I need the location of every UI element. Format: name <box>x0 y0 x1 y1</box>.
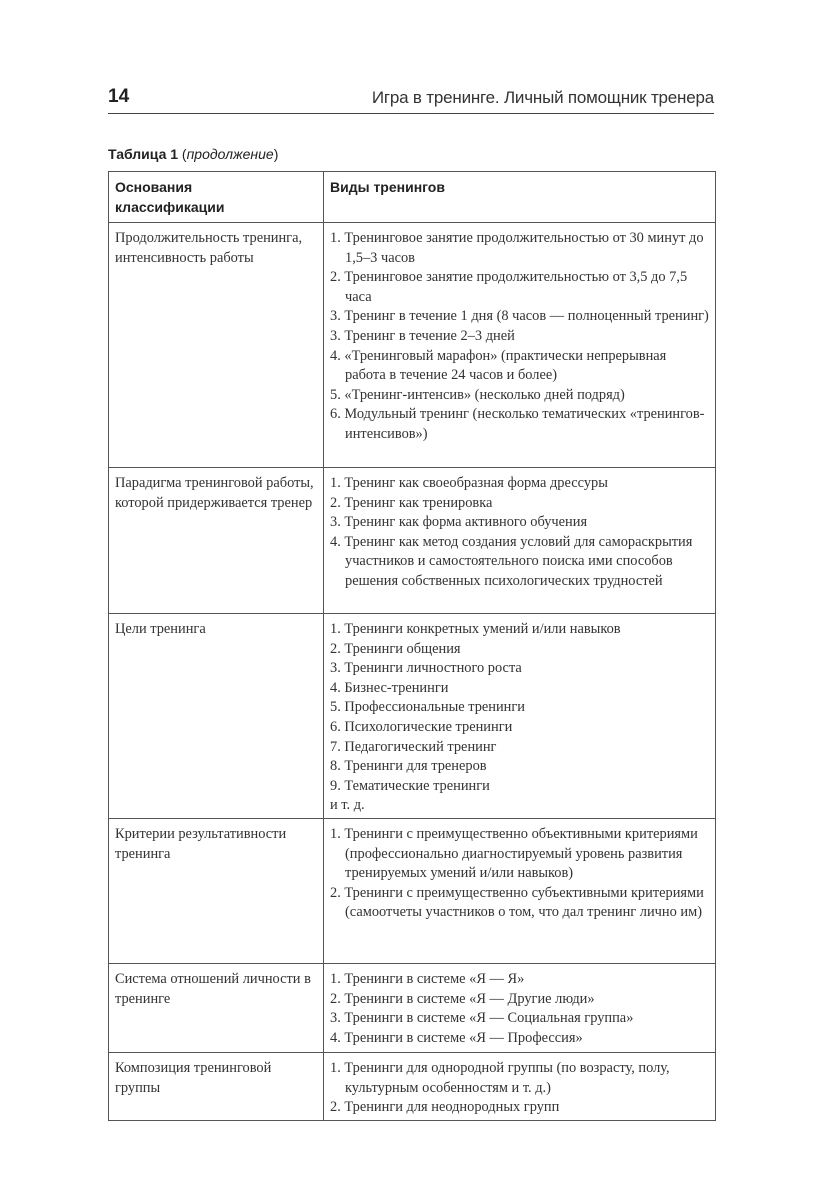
list-item: 2. Тренинги с преимущественно субъективными критериями (самоотчеты участников о том, что дал тренинг лично им) <box>330 884 704 921</box>
list-item: 1. Тренинги конкретных умений и/или навыков <box>330 621 621 637</box>
caption-paren-close: ) <box>273 146 279 162</box>
page-number: 14 <box>108 86 130 107</box>
list-item: 6. Модульный тренинг (несколько тематических «тренингов-интенсивов») <box>330 406 705 442</box>
list-item: 4. Тренинги в системе «Я — Профессия» <box>330 1029 583 1046</box>
table-row <box>109 468 716 614</box>
list-item: 1. Тренинговое занятие продолжительностью от 30 минут до 1,5–3 часов <box>330 230 704 266</box>
column-header-types: Виды тренингов <box>324 172 716 223</box>
list-item: 8. Тренинги для тренеров <box>330 758 487 775</box>
list-item: 5. «Тренинг-интенсив» (несколько дней подряд) <box>330 386 625 403</box>
types-cell <box>324 964 716 1053</box>
column-header-basis: Основания классификации <box>109 172 324 223</box>
types-cell <box>324 1053 716 1121</box>
classification-table <box>108 171 716 1121</box>
list-item: 4. Тренинг как метод создания условий для самораскрытия участников и самостоятельного поиска ими способов решения собственных психологических трудностей <box>330 533 693 589</box>
types-cell <box>324 614 716 819</box>
list-item: 1. Тренинги для однородной группы (по возрасту, полу, культурным особенностям и т. д.) <box>330 1060 670 1096</box>
table-caption <box>108 146 278 162</box>
list-item: 9. Тематические тренинги <box>330 777 490 794</box>
table-caption-note: продолжение <box>186 146 274 162</box>
types-cell <box>324 223 716 468</box>
table-row <box>109 614 716 819</box>
list-item: 3. Тренинг в течение 1 дня (8 часов — полноценный тренинг) <box>330 308 709 325</box>
list-item: 4. «Тренинговый марафон» (практически непрерывная работа в течение 24 часов и более) <box>330 347 667 384</box>
types-cell <box>324 819 716 964</box>
list-item: 2. Тренинговое занятие продолжительностью от 3,5 до 7,5 часа <box>330 269 688 305</box>
list-item: 7. Педагогический тренинг <box>330 738 497 755</box>
running-title: Игра в тренинге. Личный помощник тренера <box>371 88 714 107</box>
list-item: 3. Тренинги личностного роста <box>330 660 522 677</box>
basis-cell: Продолжительность тренинга, интенсивность работы <box>109 223 324 468</box>
table-row <box>109 1053 716 1121</box>
list-item: 6. Психологические тренинги <box>330 718 513 735</box>
caption-paren-open: ( <box>178 146 187 162</box>
list-tail: и т. д. <box>330 797 365 814</box>
basis-cell: Цели тренинга <box>109 614 324 819</box>
list-item: 1. Тренинги с преимущественно объективными критериями (профессионально диагностируемый уровень развития тренируемых умений и/или навыков) <box>330 826 698 882</box>
list-item: 1. Тренинг как своеобразная форма дрессуры <box>330 475 608 491</box>
header-rule <box>108 113 714 114</box>
types-cell <box>324 468 716 614</box>
list-item: 2. Тренинг как тренировка <box>330 494 493 511</box>
basis-cell: Система отношений личности в тренинге <box>109 964 324 1053</box>
list-item: 3. Тренинг как форма активного обучения <box>330 514 588 531</box>
list-item: 3. Тренинги в системе «Я — Социальная группа» <box>330 1010 634 1027</box>
list-item: 2. Тренинги общения <box>330 640 461 657</box>
table-row <box>109 819 716 964</box>
table-row <box>109 964 716 1053</box>
list-item: 4. Бизнес-тренинги <box>330 679 449 696</box>
list-item: 1. Тренинги в системе «Я — Я» <box>330 971 525 987</box>
table-header-row <box>109 172 716 223</box>
list-item: 2. Тренинги для неоднородных групп <box>330 1099 560 1116</box>
basis-cell: Критерии результативности тренинга <box>109 819 324 964</box>
basis-cell: Парадигма тренинговой работы, которой придерживается тренер <box>109 468 324 614</box>
basis-cell: Композиция тренинговой группы <box>109 1053 324 1121</box>
table-row <box>109 223 716 468</box>
list-item: 3. Тренинг в течение 2–3 дней <box>330 327 515 344</box>
list-item: 5. Профессиональные тренинги <box>330 699 525 716</box>
list-item: 2. Тренинги в системе «Я — Другие люди» <box>330 990 595 1007</box>
table-caption-label: Таблица 1 <box>108 146 179 162</box>
